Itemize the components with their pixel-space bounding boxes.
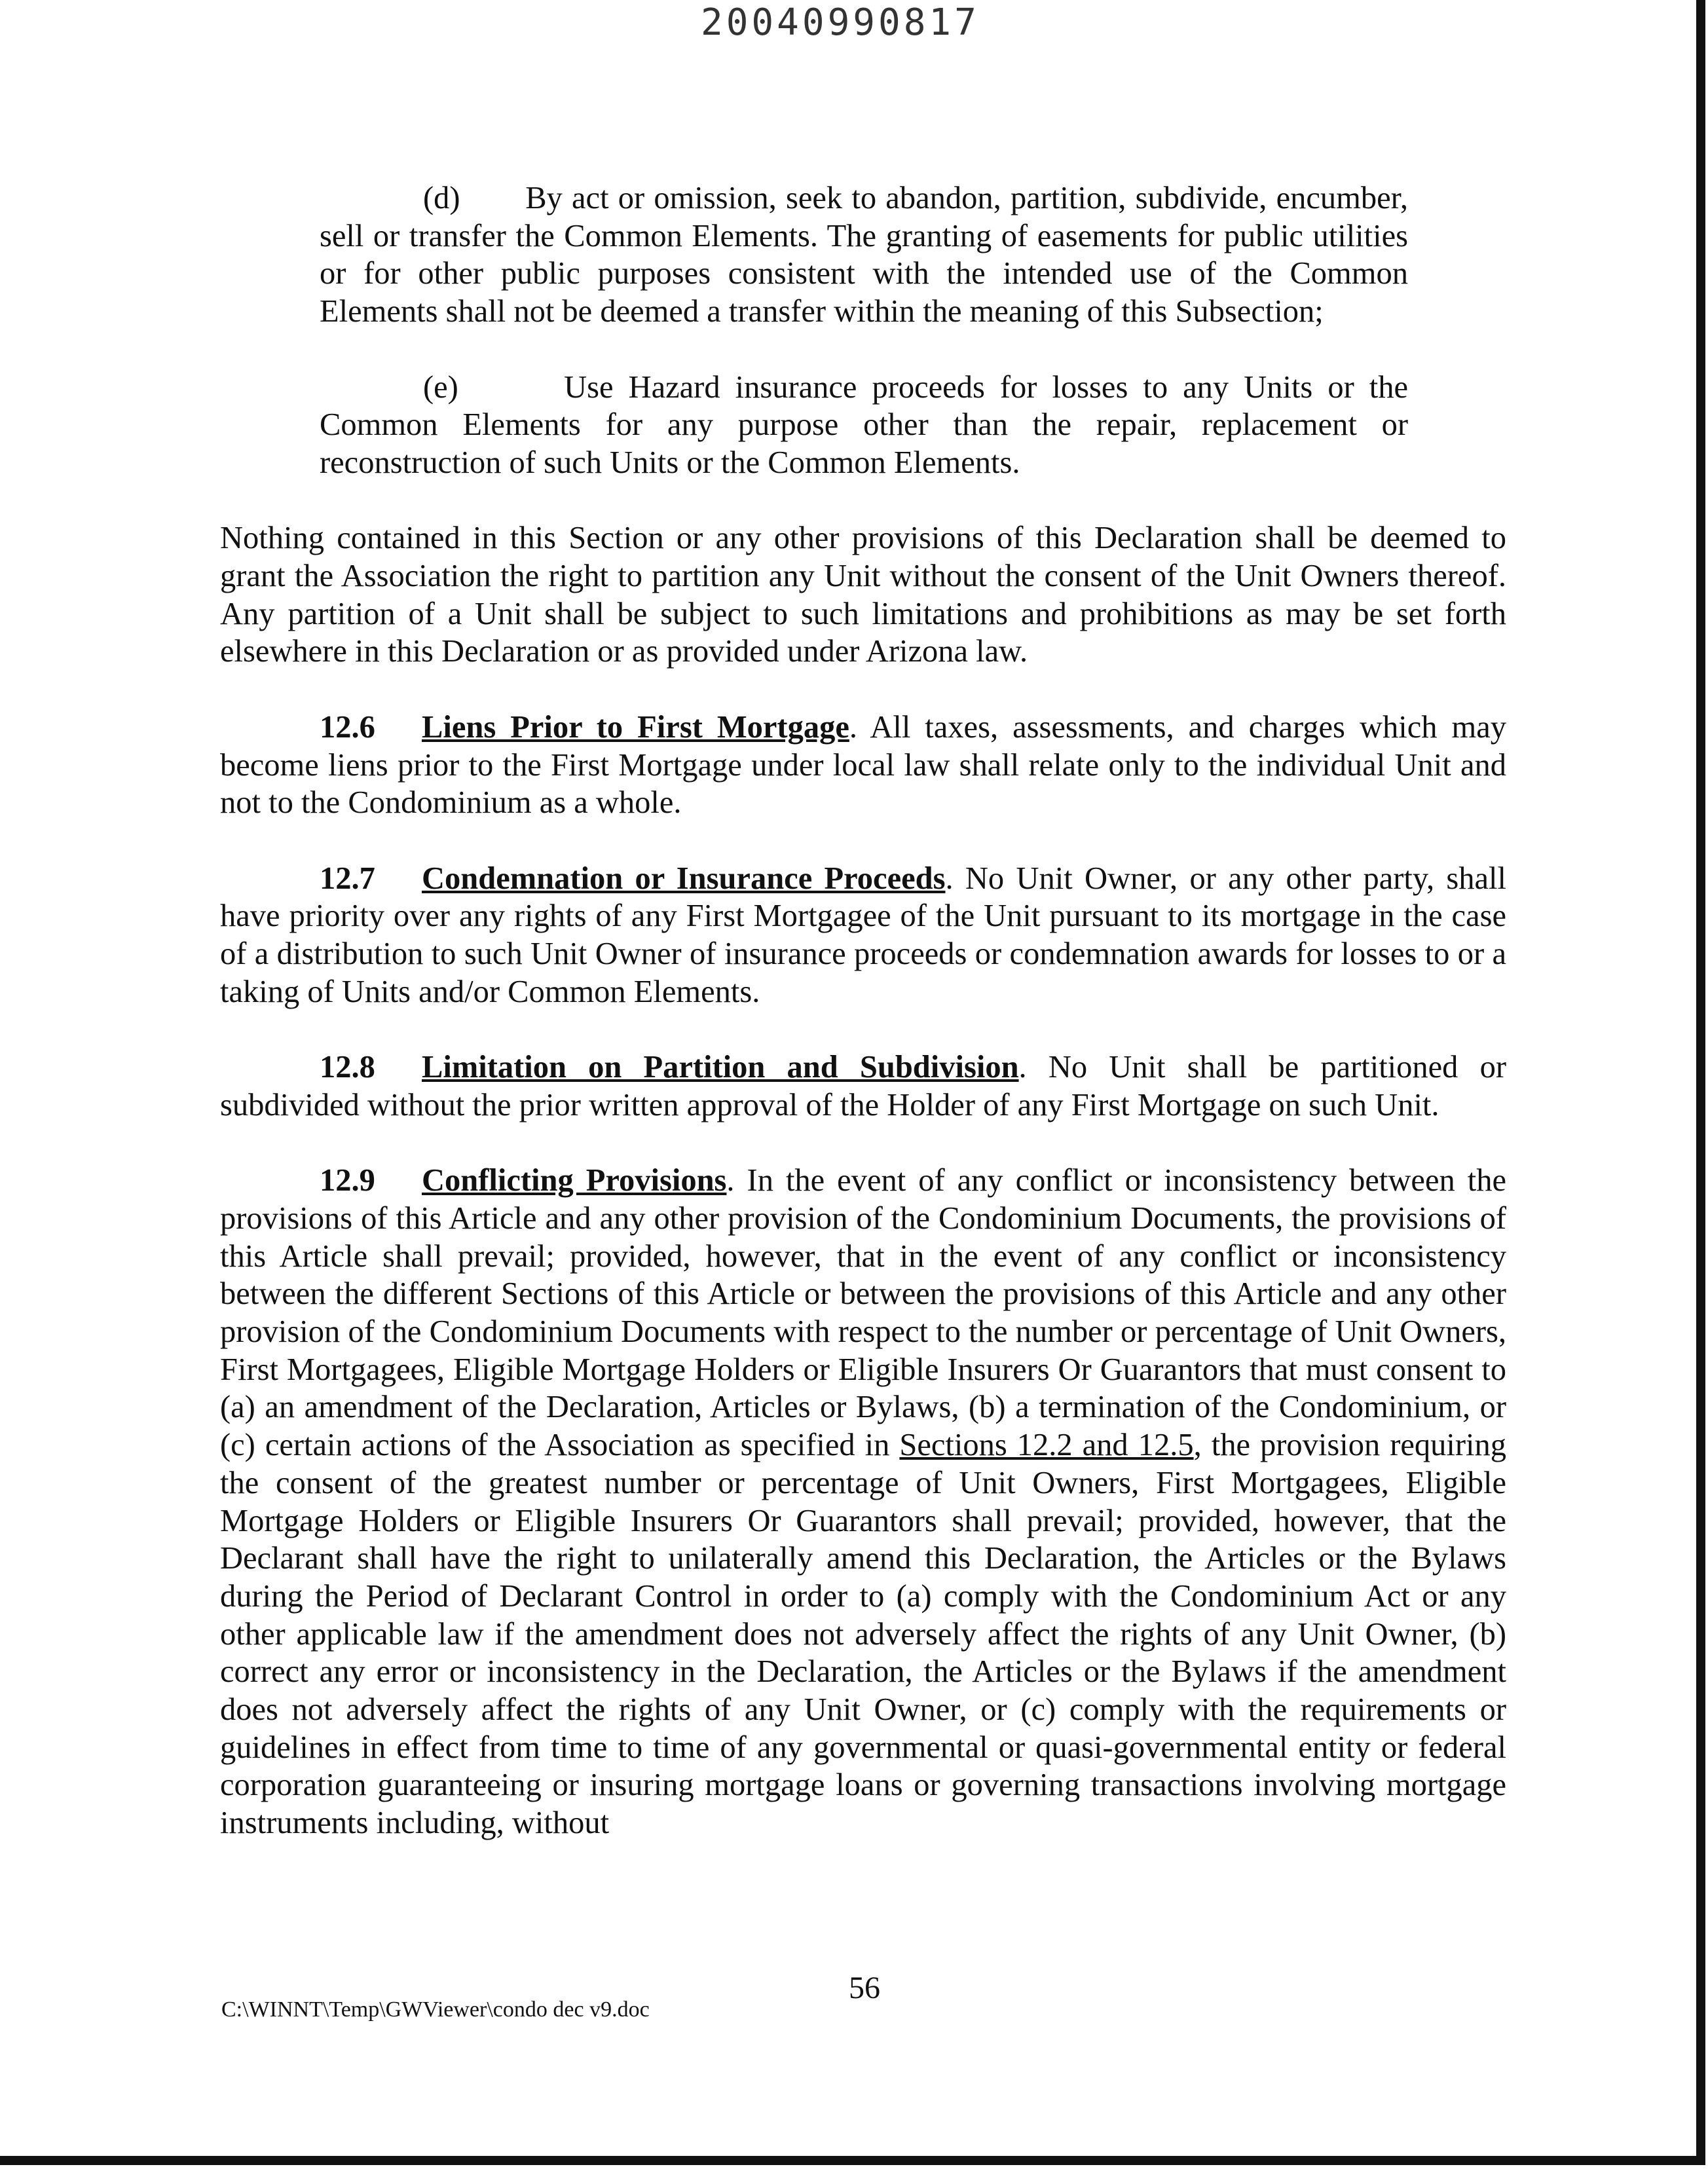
section-text: . All taxes, assessments, and charges which may become liens prior to the First Mortgage under local law shall relate only to the individual Unit and not to the Condominium as a whole. xyxy=(220,709,1506,821)
section-text-continued: , the provision requiring the consent of the greatest number or percentage of Unit Owners, First Mortgagees, Eligible Mortgage Holders or Eligible Insurers Or Guarantors shall prevail; provided, however, that the Declarant shall have the right to unilaterally amend this Declaration, the Articles or the Bylaws during the Period of Declarant Control in order to (a) comply with the Condominium Act or any other applicable law if the amendment does not adversely affect the rights of any Unit Owner, (b) correct any error or inconsistency in the Declaration, the Articles or the Bylaws if the amendment does not adversely affect the rights of any Unit Owner, or (c) comply with the requirements or guidelines in effect from time to time of any governmental or quasi-governmental entity or federal corporation guaranteeing or insuring mortgage loans or governing transactions involving mortgage instruments including, without xyxy=(220,1428,1506,1841)
paragraph-gap xyxy=(220,671,1506,709)
recording-number: 20040990817 xyxy=(701,1,980,44)
subsection-e-text: Use Hazard insurance proceeds for losses to any Units or the Common Elements for any purpose other than the repair, replacement or reconstruction of such Units or the Common Elements. xyxy=(320,369,1409,480)
subsection-d-text: By act or omission, seek to abandon, partition, subdivide, encumber, sell or transfer the Common Elements. The granting of easements for public utilities or for other public purposes consistent with the intended use of the Common Elements shall not be deemed a transfer within the meaning of this Subsection; xyxy=(320,181,1408,329)
paragraph-gap xyxy=(220,1124,1506,1162)
section-number: 12.8 xyxy=(320,1050,375,1085)
section-number: 12.6 xyxy=(320,709,375,745)
section-heading: Condemnation or Insurance Proceeds xyxy=(422,861,946,896)
section-number: 12.7 xyxy=(320,861,375,896)
paragraph-gap xyxy=(220,822,1506,860)
section-12-8 xyxy=(220,1048,1506,1124)
paragraph-gap xyxy=(220,482,1506,520)
section-text: . No Unit shall be partitioned or subdivided without the prior written approval of the Holder of any First Mortgage on such Unit. xyxy=(220,1050,1506,1122)
section-text: . No Unit Owner, or any other party, shall have priority over any rights of any First Mortgagee of the Unit pursuant to its mortgage in the case of a distribution to such Unit Owner of insurance proceeds or condemnation awards for losses to or a taking of Units and/or Common Elements. xyxy=(220,861,1506,1009)
closing-paragraph: Nothing contained in this Section or any other provisions of this Declaration shall be deemed to grant the Association the right to partition any Unit without the consent of the Unit Owners thereof. Any partition of a Unit shall be subject to such limitations and prohibitions as may be set forth elsewhere in this Declaration or as provided under Arizona law. xyxy=(220,521,1506,669)
section-12-7 xyxy=(220,860,1506,1011)
section-cross-reference: Sections 12.2 and 12.5 xyxy=(899,1428,1194,1463)
section-text: . In the event of any conflict or inconsistency between the provisions of this Article and any other provision of the Condominium Documents, the provisions of this Article shall prevail; provided, however, that in the event of any conflict or inconsistency between the different Sections of this Article or between the provisions of this Article and any other provision of the Condominium Documents with respect to the number or percentage of Unit Owners, First Mortgagees, Eligible Mortgage Holders or Eligible Insurers Or Guarantors that must consent to (a) an amendment of the Declaration, Articles or Bylaws, (b) a termination of the Condominium, or (c) certain actions of the Association as specified in xyxy=(220,1163,1506,1463)
section-12-6 xyxy=(220,709,1506,822)
section-heading: Limitation on Partition and Subdivision xyxy=(422,1050,1019,1085)
subsection-d xyxy=(320,179,1408,331)
document-body xyxy=(220,179,1506,1842)
section-heading: Liens Prior to First Mortgage xyxy=(422,709,849,745)
page-number: 56 xyxy=(849,1971,880,2005)
scan-border-bottom xyxy=(0,2156,1705,2165)
paragraph-gap xyxy=(220,1010,1506,1048)
section-heading: Conflicting Provisions xyxy=(422,1163,727,1198)
section-number: 12.9 xyxy=(320,1163,375,1198)
paragraph-gap xyxy=(220,331,1506,369)
section-12-9 xyxy=(220,1162,1506,1842)
file-path-footer: C:\WINNT\Temp\GWViewer\condo dec v9.doc xyxy=(221,1997,650,2022)
scan-border-right xyxy=(1696,0,1705,2165)
subsection-e-label: (e) xyxy=(423,369,458,405)
subsection-d-label: (d) xyxy=(423,181,460,215)
subsection-e xyxy=(320,369,1408,482)
